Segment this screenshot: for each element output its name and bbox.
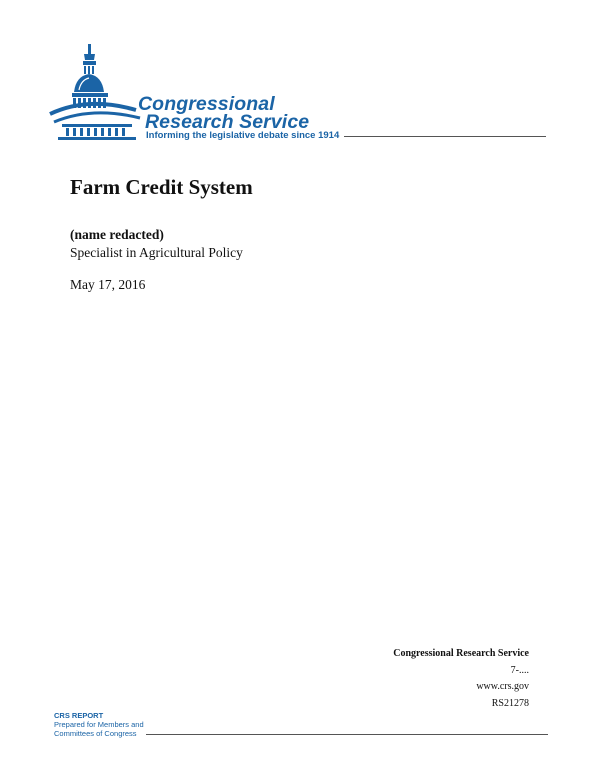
contact-website[interactable]: www.crs.gov (476, 681, 529, 692)
crs-logo (48, 40, 548, 148)
contact-block (393, 646, 529, 712)
logo-divider (344, 136, 546, 137)
contact-phone: 7-.... (510, 664, 529, 676)
capitol-dome-icon (48, 40, 148, 142)
report-title: Farm Credit System (70, 175, 253, 199)
footer-line3: Committees of Congress (54, 729, 137, 738)
report-number: RS21278 (491, 697, 529, 709)
logo-tagline: Informing the legislative debate since 1914 (146, 130, 340, 141)
crs-report-footer (54, 711, 548, 741)
logo-name-line1: Congressional (138, 93, 275, 115)
footer-label: CRS REPORT (54, 711, 104, 720)
footer-line2: Prepared for Members and (54, 720, 144, 729)
author-role: Specialist in Agricultural Policy (70, 245, 243, 260)
report-date: May 17, 2016 (70, 277, 146, 292)
author-name: (name redacted) (70, 227, 164, 242)
logo-name-line2: Research Service (145, 111, 310, 133)
contact-org: Congressional Research Service (393, 648, 529, 659)
footer-divider (146, 734, 548, 735)
